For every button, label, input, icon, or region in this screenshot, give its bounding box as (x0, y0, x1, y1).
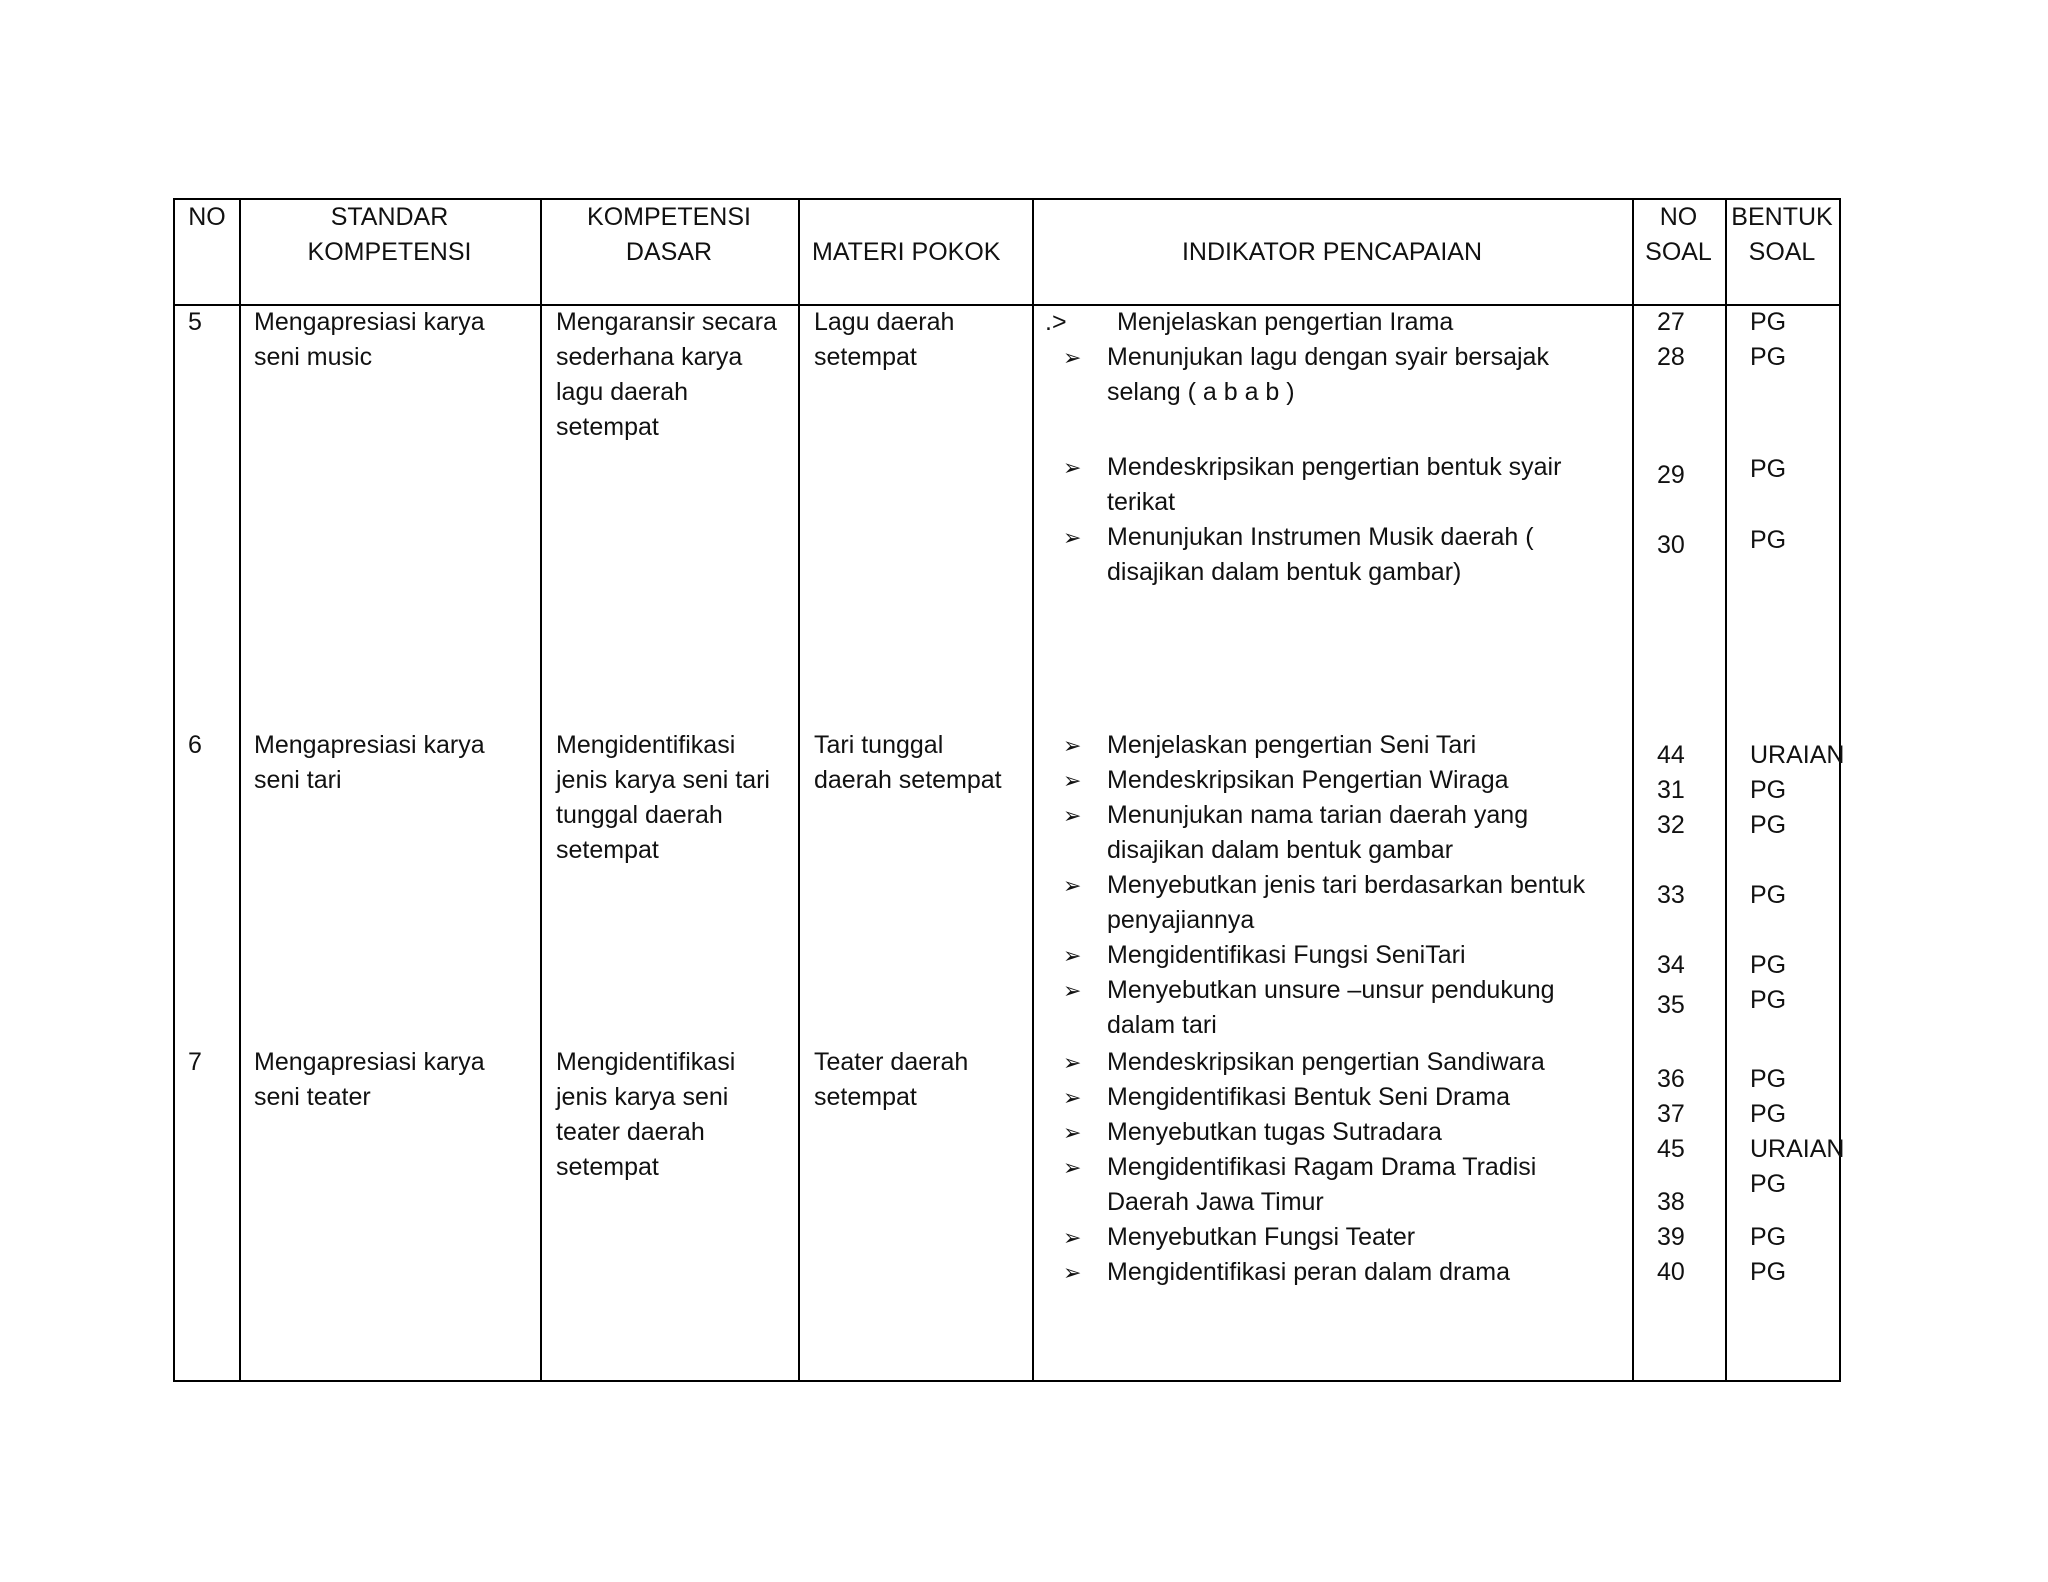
arrowhead-bullet-icon: ➢ (1063, 345, 1082, 370)
indicator-line: Mengidentifikasi peran dalam drama (1107, 1258, 1510, 1286)
header-kompetensi-2: DASAR (625, 238, 713, 266)
col-divider (540, 200, 542, 1380)
soal-number: 39 (1657, 1223, 1685, 1251)
indicator-line: Mendeskripsikan pengertian Sandiwara (1107, 1048, 1545, 1076)
bentuk-soal: PG (1750, 951, 1787, 979)
kompetensi-line: Mengidentifikasi (556, 731, 736, 759)
standar-line: seni teater (254, 1083, 371, 1111)
arrowhead-bullet-icon: ➢ (1063, 803, 1082, 828)
header-indikator: INDIKATOR PENCAPAIAN (1181, 238, 1483, 266)
indicator-line: Daerah Jawa Timur (1107, 1188, 1324, 1216)
indicator-line: Mendeskripsikan Pengertian Wiraga (1107, 766, 1509, 794)
soal-number: 45 (1657, 1135, 1685, 1163)
kompetensi-line: tunggal daerah (556, 801, 723, 829)
materi-line: Tari tunggal (814, 731, 944, 759)
bentuk-soal: PG (1750, 308, 1787, 336)
kompetensi-line: setempat (556, 413, 659, 441)
arrowhead-bullet-icon: ➢ (1063, 455, 1082, 480)
row-number: 5 (188, 308, 202, 336)
bentuk-soal: PG (1750, 811, 1787, 839)
soal-number: 36 (1657, 1065, 1685, 1093)
header-nosoal-2: SOAL (1645, 238, 1712, 266)
header-standar-1: STANDAR (330, 203, 449, 231)
standar-line: Mengapresiasi karya (254, 1048, 485, 1076)
standar-line: Mengapresiasi karya (254, 308, 485, 336)
col-divider (1725, 200, 1727, 1380)
bentuk-soal: PG (1750, 343, 1787, 371)
header-materi: MATERI POKOK (812, 238, 1001, 266)
col-divider (239, 200, 241, 1380)
arrowhead-bullet-icon: ➢ (1063, 943, 1082, 968)
indicator-line: Menjelaskan pengertian Seni Tari (1107, 731, 1477, 759)
indicator-line: Mengidentifikasi Bentuk Seni Drama (1107, 1083, 1510, 1111)
kompetensi-line: sederhana karya (556, 343, 743, 371)
materi-line: Lagu daerah (814, 308, 955, 336)
materi-line: setempat (814, 343, 917, 371)
indicator-line: terikat (1107, 488, 1176, 516)
indicator-line: disajikan dalam bentuk gambar (1107, 836, 1454, 864)
indicator-line: Menunjukan Instrumen Musik daerah ( (1107, 523, 1534, 551)
bentuk-soal: PG (1750, 526, 1787, 554)
standar-line: seni music (254, 343, 373, 371)
materi-line: setempat (814, 1083, 917, 1111)
kompetensi-line: Mengaransir secara (556, 308, 777, 336)
materi-line: daerah setempat (814, 766, 1002, 794)
bentuk-soal: PG (1750, 1258, 1787, 1286)
kompetensi-line: jenis karya seni (556, 1083, 729, 1111)
soal-number: 30 (1657, 531, 1685, 559)
arrowhead-bullet-icon: ➢ (1063, 768, 1082, 793)
soal-number: 38 (1657, 1188, 1685, 1216)
indicator-line: Menjelaskan pengertian Irama (1117, 308, 1454, 336)
bentuk-soal: PG (1750, 1100, 1787, 1128)
kompetensi-line: lagu daerah (556, 378, 689, 406)
arrowhead-bullet-icon: ➢ (1063, 733, 1082, 758)
arrowhead-bullet-icon: ➢ (1063, 1050, 1082, 1075)
soal-number: 44 (1657, 741, 1685, 769)
header-bentuk-1: BENTUK (1731, 203, 1833, 231)
soal-number: 40 (1657, 1258, 1685, 1286)
bentuk-soal: PG (1750, 881, 1787, 909)
col-divider (1632, 200, 1634, 1380)
row-number: 6 (188, 731, 202, 759)
arrowhead-bullet-icon: ➢ (1063, 1120, 1082, 1145)
bentuk-soal: PG (1750, 455, 1787, 483)
soal-number: 31 (1657, 776, 1685, 804)
kompetensi-line: setempat (556, 836, 659, 864)
indicator-line: selang ( a b a b ) (1107, 378, 1295, 406)
indicator-line: disajikan dalam bentuk gambar) (1107, 558, 1462, 586)
header-kompetensi-1: KOMPETENSI (587, 203, 751, 231)
soal-number: 35 (1657, 991, 1685, 1019)
indicator-line: Menunjukan lagu dengan syair bersajak (1107, 343, 1549, 371)
materi-line: Teater daerah (814, 1048, 969, 1076)
kompetensi-line: Mengidentifikasi (556, 1048, 736, 1076)
indicator-line: Mengidentifikasi Fungsi SeniTari (1107, 941, 1466, 969)
indicator-line: Menunjukan nama tarian daerah yang (1107, 801, 1529, 829)
header-no: NO (188, 203, 226, 231)
bentuk-soal: PG (1750, 1170, 1787, 1198)
kompetensi-line: teater daerah (556, 1118, 705, 1146)
row-number: 7 (188, 1048, 202, 1076)
standar-line: Mengapresiasi karya (254, 731, 485, 759)
soal-number: 27 (1657, 308, 1685, 336)
kompetensi-line: jenis karya seni tari (556, 766, 770, 794)
standar-line: seni tari (254, 766, 342, 794)
indicator-line: Mendeskripsikan pengertian bentuk syair (1107, 453, 1562, 481)
arrowhead-bullet-icon: ➢ (1063, 1225, 1082, 1250)
bentuk-soal: PG (1750, 1223, 1787, 1251)
bentuk-soal: PG (1750, 776, 1787, 804)
arrowhead-bullet-icon: ➢ (1063, 873, 1082, 898)
header-nosoal-1: NO (1659, 203, 1698, 231)
bentuk-soal: URAIAN (1750, 1135, 1845, 1163)
arrowhead-bullet-icon: ➢ (1063, 1260, 1082, 1285)
soal-number: 29 (1657, 461, 1685, 489)
soal-number: 32 (1657, 811, 1685, 839)
indicator-line: Mengidentifikasi Ragam Drama Tradisi (1107, 1153, 1537, 1181)
soal-number: 28 (1657, 343, 1685, 371)
first-marker: .> (1045, 308, 1067, 336)
header-standar-2: KOMPETENSI (307, 238, 472, 266)
col-divider (798, 200, 800, 1380)
header-bentuk-2: SOAL (1748, 238, 1816, 266)
indicator-line: penyajiannya (1107, 906, 1255, 934)
bentuk-soal: PG (1750, 1065, 1787, 1093)
indicator-line: Menyebutkan Fungsi Teater (1107, 1223, 1416, 1251)
bentuk-soal: PG (1750, 986, 1787, 1014)
soal-number: 33 (1657, 881, 1685, 909)
indicator-line: Menyebutkan unsure –unsur pendukung (1107, 976, 1555, 1004)
arrowhead-bullet-icon: ➢ (1063, 525, 1082, 550)
kompetensi-line: setempat (556, 1153, 659, 1181)
soal-number: 37 (1657, 1100, 1685, 1128)
arrowhead-bullet-icon: ➢ (1063, 1155, 1082, 1180)
arrowhead-bullet-icon: ➢ (1063, 1085, 1082, 1110)
soal-number: 34 (1657, 951, 1685, 979)
indicator-line: dalam tari (1107, 1011, 1217, 1039)
arrowhead-bullet-icon: ➢ (1063, 978, 1082, 1003)
col-divider (1032, 200, 1034, 1380)
indicator-line: Menyebutkan jenis tari berdasarkan bentuk (1107, 871, 1586, 899)
competency-table (173, 198, 1841, 1382)
indicator-line: Menyebutkan tugas Sutradara (1107, 1118, 1442, 1146)
bentuk-soal: URAIAN (1750, 741, 1845, 769)
